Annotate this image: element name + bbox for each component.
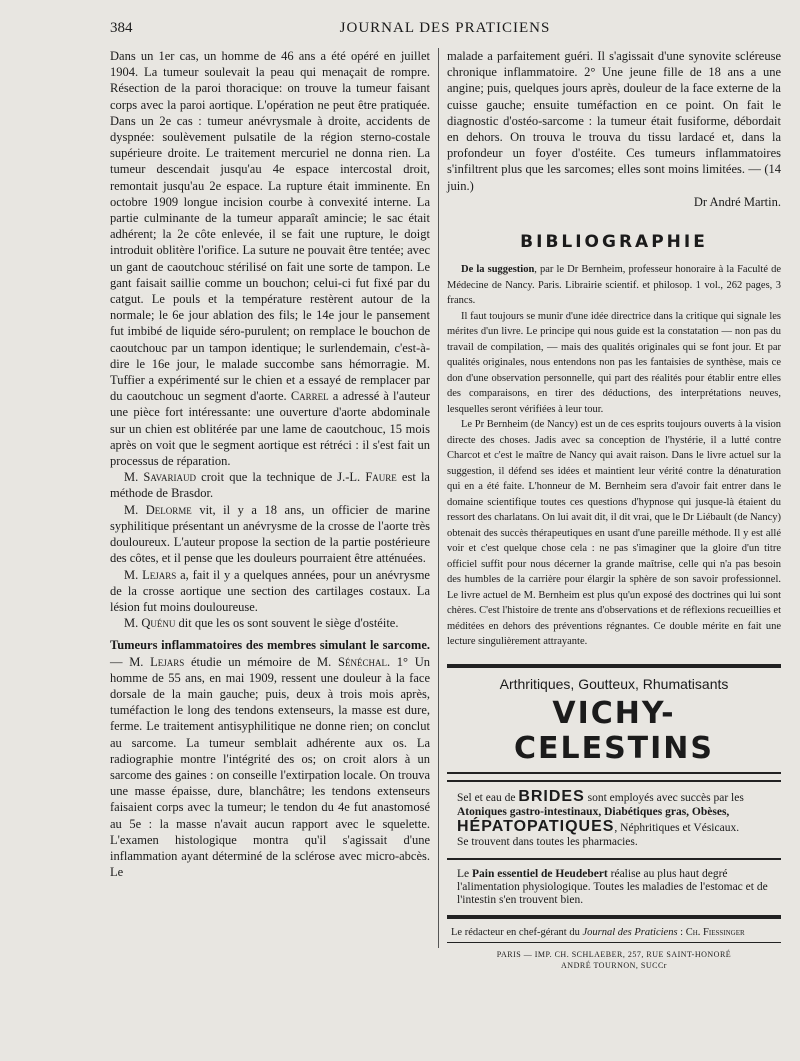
text: M.: [124, 470, 144, 485]
vichy-advertisement: [447, 664, 781, 774]
author-name: Sénéchal: [338, 654, 387, 669]
right-column: [447, 48, 781, 971]
text: . 1° Un homme de 55 ans, en mai 1909, ressent une douleur à la face dorsale de la main gauche; puis, deux à trois mois après, tuméfaction le long des tendons extenseurs, la masse est dure, ferme. Le traitement antisyphilitique ne donne rien; on conclut au sarcome. La tumeur semblait adhérente aux os. La radiographie montre l'intégrité des os; on croit alors à un sarcome des gaines : on conseille l'extirpation locale. On trouva une masse épaisse, dure, blanchâtre; les tendons extenseurs faisaient corps avec la tumeur; le tendon du 4e fut anastomosé au 5e : la masse n'avait aucun rapport avec le squelette. L'examen histologique montra qu'il s'agissait d'une inflammation ayant déterminé de la sclérose avec micro-abcès. Le: [110, 654, 430, 880]
editor-line: [447, 919, 781, 943]
bibliography-section: [447, 262, 781, 650]
article-paragraph: [110, 502, 430, 567]
imprint-line: ANDRÉ TOURNON, SUCCr: [561, 960, 667, 970]
author-name: Faure: [365, 470, 397, 485]
text: , Néphritiques et Vésicaux.: [614, 821, 740, 834]
signature: Dr André Martin.: [693, 194, 781, 209]
imprint: [447, 943, 781, 971]
review-paragraph: Le Pr Bernheim (de Nancy) est un de ces esprits toujours ouverts à la vision directe des choses. Jadis avec sa conception de l'hystérie, il a lutté contre Charcot et c'est le maître de Nancy qui avait raison. Dans le livre actuel sur la suggestion, il défend ses idées et maintient leur vérité contre la dénaturation qui en a été faite. L'honneur de M. Bernheim sera d'avoir fait entrer dans le domaine scientifique toutes ces questions d'hypnose qui jusque-là étaient du ressort des charlatans. On lui avait dit, il dit vrai, que le Dr Liébault (de Nancy) obtenait des succès thérapeutiques en usant d'une pareille méthode. Il y est allé voir et c'est quelque chose cela : ne pas s'imaginer que la gloire d'un titre officiel suffit pour nous décerner la grande maîtrise, celle qui n'a pas besoin des humbles de la carrière pour élargir la sphère de son savoir professionnel. Le livre actuel de M. Bernheim est plus qu'un exposé des doctrines qui lui sont chères. C'est l'histoire de trente ans d'observations et de réflexions recueillies et méditées en dehors des préventions régnantes. Ce double mérite en fait une lecture singulièrement attrayante.: [447, 419, 781, 648]
text: Se trouvent dans toutes les pharmacies.: [457, 836, 638, 849]
article-paragraph: [110, 48, 430, 469]
review-paragraph: Il faut toujours se munir d'une idée directrice dans la critique qui signale les mérites d'un livre. Le principe qui nous guide est la constatation — non pas du travail de compilation, — mais des qualités originales qui se font jour. Et par qualités originales, nous entendons non pas les fantaisies de synthèse, mais ce don d'une observation personnelle, qui part des réalités pour établir entre elles des comparaisons, en tirer des déductions, des interprétations neuves, lesquelles seront vérifiées à leur tour.: [447, 310, 781, 415]
text: Atoniques gastro-intestinaux, Diabétiques gras, Obèses,: [457, 806, 730, 819]
bibliography-heading: BIBLIOGRAPHIE: [520, 232, 708, 253]
ad-brand: Pain essentiel de Heudebert: [472, 867, 608, 880]
imprint-line: PARIS — IMP. CH. SCHLAEBER, 257, RUE SAINT-HONORÉ: [496, 949, 732, 959]
text: a adressé à l'auteur une pièce fort intéressante: une ouverture d'aorte abdominale sur un chien est oblitérée par une lame de caoutchouc, 15 mois après on voit que le segment aortique est rétréci : il s'est fait un processus de réparation.: [110, 389, 430, 469]
ad-tagline: Arthritiques, Goutteux, Rhumatisants: [499, 675, 729, 692]
text: Dans un 1er cas, un homme de 46 ans a été opéré en juillet 1904. La tumeur soulevait la peau qui menaçait de rompre. Résection de la paroi thoracique: on trouve la tumeur faisant corps avec la paroi aortique. L'opération ne peut être pratiquée. Dans un 2e cas : tumeur anévrysmale à droite, accidents de dyspnée: soulèvement pulsatile de la région sterno-costale supérieure droite. Le traitement mercuriel ne donna rien. La tumeur descendait jusqu'au 4e espace intercostal droit, remontait jusqu'au 2e espace. La rupture était imminente. En octobre 1909 longue incision courbe à convexité interne. La partie culminante de la tumeur apparaît amincie; le sac était adhérent; la 2e côte enlevée, il se fait une rupture, le doigt introduit oblitère l'orifice. La suture ne pouvait être tentée; avec un gant de caoutchouc stérilisé on fait une sorte de tampon. Le gant faisait saillie comme un bouchon; celui-ci fut fixé par du catgut. Le pouls et la température restèrent autour de la normale; le 6e jour ablation des fils; le 14e jour le pansement fut imbibé de liquide séro-purulent; on remplace le bouchon de caoutchouc par un tampon identique; le surlendemain, c'est-à-dire le 16e jour, le malade succombe sans hémorragie. M. Tuffier a expérimenté sur le chien et a essayé de remplacer par du caoutchouc un segment d'aorte.: [110, 49, 430, 404]
journal-title: JOURNAL DES PRATICIENS: [339, 20, 551, 36]
left-column: [110, 48, 430, 880]
text: Sel et eau de: [457, 791, 519, 804]
section-heading: Tumeurs inflammatoires des membres simulant le sarcome.: [110, 638, 430, 653]
text: Journal des Praticiens: [582, 926, 678, 938]
author-name: Quénu: [141, 616, 176, 631]
author-name: Lejars: [142, 567, 177, 582]
text: HÉPATOPATIQUES: [457, 817, 615, 835]
text: croit que la technique de J.-L.: [196, 470, 366, 485]
text: vit, il y a 18 ans, un officier de marine syphilitique présentant un anévrysme de la crosse de l'aorte très douloureux. L'auteur propose la section de la partie postérieure des côtes, et il pense que les douleurs pourraient être atténuées.: [110, 502, 430, 566]
book-title: De la suggestion: [461, 264, 535, 276]
page-header: [110, 20, 780, 40]
text: — M.: [110, 654, 151, 669]
text: réalise au plus haut degré l'alimentation physiologique. Toutes les maladies de l'estomac et de l'intestin s'en trouvent bien.: [457, 867, 768, 906]
article-paragraph: [110, 469, 430, 501]
text: a, fait il y a quelques années, pour un anévrysme de la crosse aortique une section des cartilages costaux. La lésion fut moins douloureuse.: [110, 567, 430, 614]
text: étudie un mémoire de M.: [184, 654, 338, 669]
author-name: Lejars: [150, 654, 185, 669]
author-name: Delorme: [145, 502, 192, 517]
heudebert-advertisement: [447, 860, 781, 919]
ad-brand: VICHY-CELESTINS: [513, 695, 715, 766]
text: M.: [124, 616, 142, 631]
brides-advertisement: [447, 780, 781, 860]
text: Le rédacteur en chef-gérant du: [451, 926, 583, 938]
page-number: 384: [110, 20, 133, 36]
article-paragraph: [110, 567, 430, 616]
text: est la méthode de Brasdor.: [110, 470, 430, 501]
article-paragraph: [110, 615, 430, 631]
article-paragraph: [110, 637, 430, 880]
text: M.: [124, 502, 146, 517]
article-paragraph: malade a parfaitement guéri. Il s'agissait d'une synovite scléreuse chronique inflammatoire. 2° Une jeune fille de 18 ans a une angine; puis, quelques jours après, douleur de la face externe de la cuisse gauche; ensuite tuméfaction en ce point. On fait le diagnostic d'ostéo-sarcome : la tumeur était fusiforme, débordait en dehors. On trouva le trouva du tissu lardacé et, dans la profondeur un foyer d'ostéite. Ces tumeurs inflammatoires s'infiltrent plus que les sarcomes; elles sont moins limitées. — (14 juin.): [447, 49, 781, 193]
text: Le: [457, 867, 473, 880]
column-divider: [438, 48, 439, 948]
author-name: Savariaud: [143, 470, 197, 485]
text: sont employés avec succès par les: [584, 791, 744, 804]
ad-brand: BRIDES: [518, 787, 585, 805]
text: , par le Dr Bernheim, professeur honoraire à la Faculté de Médecine de Nancy. Paris. Librairie scientif. et philosop. 1 vol., 262 pages, 3 francs.: [447, 264, 781, 307]
text: dit que les os sont souvent le siège d'ostéite.: [175, 616, 399, 631]
book-reference: [447, 262, 781, 309]
author-name: Carrel: [290, 389, 329, 404]
text: : Ch. Fiessinger: [677, 926, 745, 938]
text: M.: [124, 567, 143, 582]
